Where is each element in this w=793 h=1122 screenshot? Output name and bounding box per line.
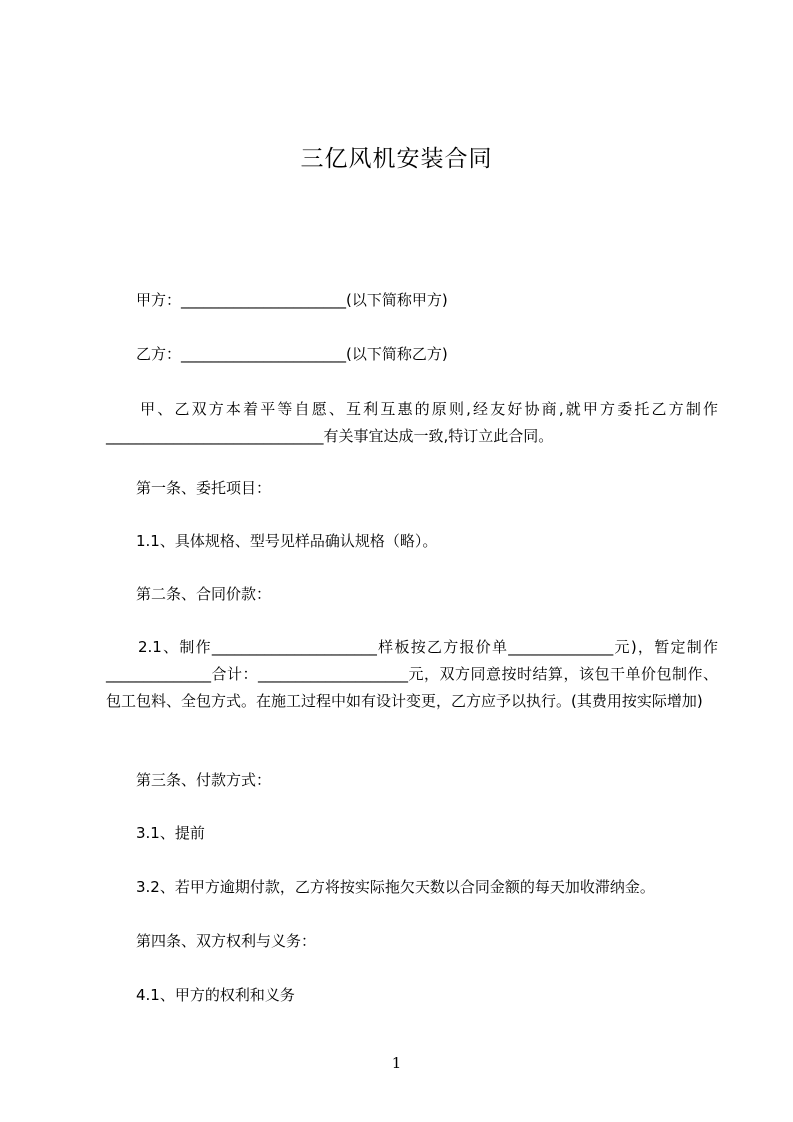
clause-2-1-paragraph bbox=[106, 634, 718, 715]
preamble-paragraph bbox=[106, 396, 718, 450]
clause-4-1: 4.1、甲方的权利和义务 bbox=[136, 986, 295, 1004]
party-a-line: 甲方：______________________(以下简称甲方) bbox=[136, 291, 448, 309]
preamble-text: 甲、乙双方本着平等自愿、互利互惠的原则,经友好协商,就甲方委托乙方制作_____________________________有关事宜达成一致,特订立此合同。 bbox=[106, 400, 718, 445]
page-number: 1 bbox=[391, 1054, 402, 1072]
party-b-line: 乙方：______________________(以下简称乙方) bbox=[136, 345, 448, 363]
article-3-heading: 第三条、付款方式： bbox=[136, 771, 272, 789]
clause-1-1: 1.1、具体规格、型号见样品确认规格（略）。 bbox=[136, 532, 438, 550]
article-2-heading: 第二条、合同价款： bbox=[136, 585, 272, 603]
clause-3-2: 3.2、若甲方逾期付款，乙方将按实际拖欠天数以合同金额的每天加收滞纳金。 bbox=[136, 878, 655, 896]
article-4-heading: 第四条、双方权利与义务： bbox=[136, 932, 317, 950]
clause-3-1: 3.1、提前 bbox=[136, 824, 205, 842]
article-1-heading: 第一条、委托项目： bbox=[136, 479, 272, 497]
clause-2-1-text: 2.1、制作______________________样板按乙方报价单______________元)，暂定制作______________合计：____________________元，双方同意按时结算，该包干单价包制作、包工包料、全包方式。在施工过程中如有设计变更，乙方应予以执行。(其费用按实际增加) bbox=[106, 638, 718, 710]
document-title: 三亿风机安装合同 bbox=[300, 146, 493, 172]
